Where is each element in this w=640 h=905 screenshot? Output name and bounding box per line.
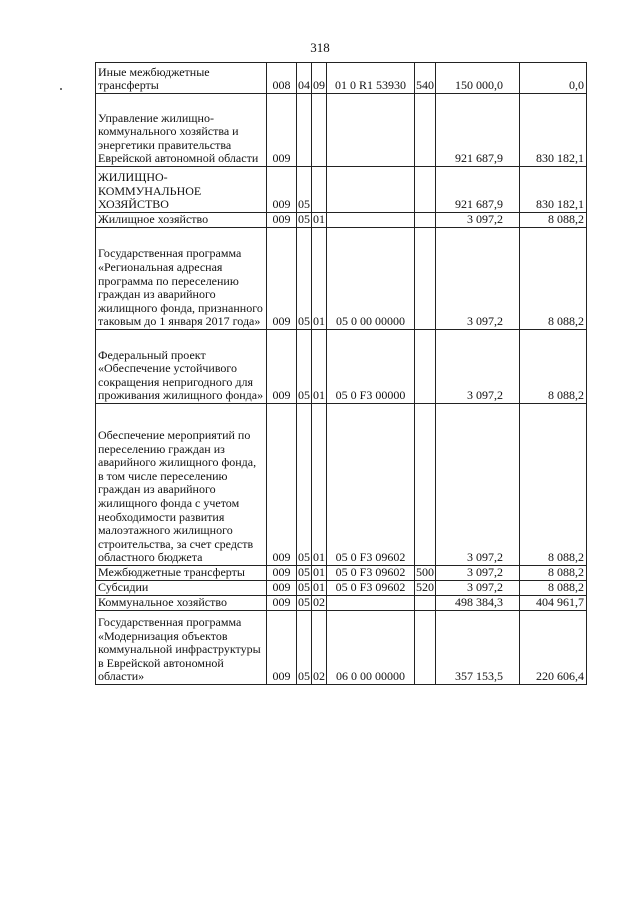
ministry-code: 009 [267, 167, 297, 213]
section-code: 05 [298, 212, 310, 227]
subsection-code: 01 [313, 580, 325, 595]
section-code: 05 [297, 330, 312, 404]
section-code: 05 [298, 580, 310, 595]
table-row [96, 330, 587, 404]
amount-year-2: 0,0 [520, 63, 587, 94]
table-row [96, 566, 587, 581]
table-row [96, 596, 587, 611]
amount-year-2: 8 088,2 [520, 566, 587, 581]
amount-year-2: 830 182,1 [520, 94, 587, 167]
page-number: 318 [310, 40, 330, 55]
amount-year-1: 3 097,2 [436, 228, 520, 330]
amount-year-1: 921 687,9 [436, 167, 520, 213]
table-row [96, 213, 587, 228]
expense-type-code [415, 167, 436, 213]
row-name: Управление жилищно-коммунального хозяйства и энергетики правительства Еврейской автономной области [96, 94, 267, 167]
subsection-code: 01 [312, 330, 327, 404]
expense-type-code: 520 [416, 580, 434, 595]
subsection-code: 09 [312, 63, 327, 94]
amount-year-1: 3 097,2 [436, 330, 520, 404]
section-code: 05 [297, 228, 312, 330]
row-name: Государственная программа «Модернизация объектов коммунальной инфраструктуры в Еврейской автономной области» [96, 611, 267, 685]
section-code: 05 [298, 565, 310, 580]
subsection-code [312, 94, 327, 167]
section-code [297, 94, 312, 167]
section-code: 04 [297, 63, 312, 94]
ministry-code: 009 [267, 581, 297, 596]
table-row [96, 167, 587, 213]
subsection-code: 02 [313, 595, 325, 610]
ministry-code: 009 [267, 596, 297, 611]
amount-year-2: 8 088,2 [520, 404, 587, 566]
amount-year-1: 3 097,2 [436, 213, 520, 228]
ministry-code: 009 [267, 404, 297, 566]
amount-year-2: 8 088,2 [520, 330, 587, 404]
ministry-code: 009 [267, 94, 297, 167]
subsection-code: 01 [312, 404, 327, 566]
section-code: 05 [297, 167, 312, 213]
amount-year-2: 8 088,2 [520, 228, 587, 330]
target-article-code: 06 0 00 00000 [327, 611, 415, 685]
target-article-code: 05 0 F3 09602 [327, 404, 415, 566]
row-name: Субсидии [96, 581, 267, 596]
target-article-code: 05 0 F3 09602 [327, 581, 415, 596]
target-article-code [327, 596, 415, 611]
row-name: ЖИЛИЩНО-КОММУНАЛЬНОЕ ХОЗЯЙСТВО [96, 167, 267, 213]
amount-year-1: 498 384,3 [436, 596, 520, 611]
table-row [96, 581, 587, 596]
amount-year-1: 3 097,2 [436, 581, 520, 596]
ministry-code: 009 [267, 566, 297, 581]
budget-table [95, 62, 587, 685]
table-row [96, 404, 587, 566]
table-row [96, 94, 587, 167]
section-code: 05 [297, 611, 312, 685]
table-row [96, 611, 587, 685]
ministry-code: 009 [267, 330, 297, 404]
section-code: 05 [298, 595, 310, 610]
expense-type-code [415, 228, 436, 330]
subsection-code: 01 [313, 565, 325, 580]
amount-year-2: 830 182,1 [520, 167, 587, 213]
row-name: Федеральный проект «Обеспечение устойчивого сокращения непригодного для проживания жилищного фонда» [96, 330, 267, 404]
ministry-code: 008 [267, 63, 297, 94]
ministry-code: 009 [267, 611, 297, 685]
row-name: Коммунальное хозяйство [96, 596, 267, 611]
row-name: Межбюджетные трансферты [96, 566, 267, 581]
row-name: Государственная программа «Региональная адресная программа по переселению граждан из аварийного жилищного фонда, признанного таковым до 1 января 2017 года» [96, 228, 267, 330]
ministry-code: 009 [267, 228, 297, 330]
row-name: Жилищное хозяйство [96, 213, 267, 228]
table-row [96, 63, 587, 94]
expense-type-code [415, 404, 436, 566]
target-article-code [327, 213, 415, 228]
amount-year-2: 8 088,2 [520, 581, 587, 596]
table-row [96, 228, 587, 330]
expense-type-code [415, 94, 436, 167]
expense-type-code: 540 [415, 63, 436, 94]
scan-speck [60, 88, 62, 90]
subsection-code: 01 [313, 212, 325, 227]
section-code: 05 [297, 404, 312, 566]
amount-year-2: 8 088,2 [520, 213, 587, 228]
amount-year-1: 150 000,0 [436, 63, 520, 94]
expense-type-code [415, 330, 436, 404]
expense-type-code [415, 596, 436, 611]
subsection-code: 02 [312, 611, 327, 685]
amount-year-1: 3 097,2 [436, 566, 520, 581]
amount-year-2: 404 961,7 [520, 596, 587, 611]
target-article-code: 05 0 F3 00000 [327, 330, 415, 404]
expense-type-code [415, 213, 436, 228]
row-name: Иные межбюджетные трансферты [96, 63, 267, 94]
target-article-code: 05 0 F3 09602 [327, 566, 415, 581]
subsection-code: 01 [312, 228, 327, 330]
amount-year-1: 357 153,5 [436, 611, 520, 685]
amount-year-1: 3 097,2 [436, 404, 520, 566]
ministry-code: 009 [267, 213, 297, 228]
row-name: Обеспечение мероприятий по переселению граждан из аварийного жилищного фонда, в том числе переселению граждан из аварийного жилищного фонда с учетом необходимости развития малоэтажного жилищного строительства, за счет средств областного бюджета [96, 404, 267, 566]
target-article-code: 05 0 00 00000 [327, 228, 415, 330]
amount-year-2: 220 606,4 [520, 611, 587, 685]
target-article-code: 01 0 R1 53930 [327, 63, 415, 94]
expense-type-code [415, 611, 436, 685]
target-article-code [327, 94, 415, 167]
subsection-code [312, 167, 327, 213]
amount-year-1: 921 687,9 [436, 94, 520, 167]
expense-type-code: 500 [416, 565, 434, 580]
target-article-code [327, 167, 415, 213]
